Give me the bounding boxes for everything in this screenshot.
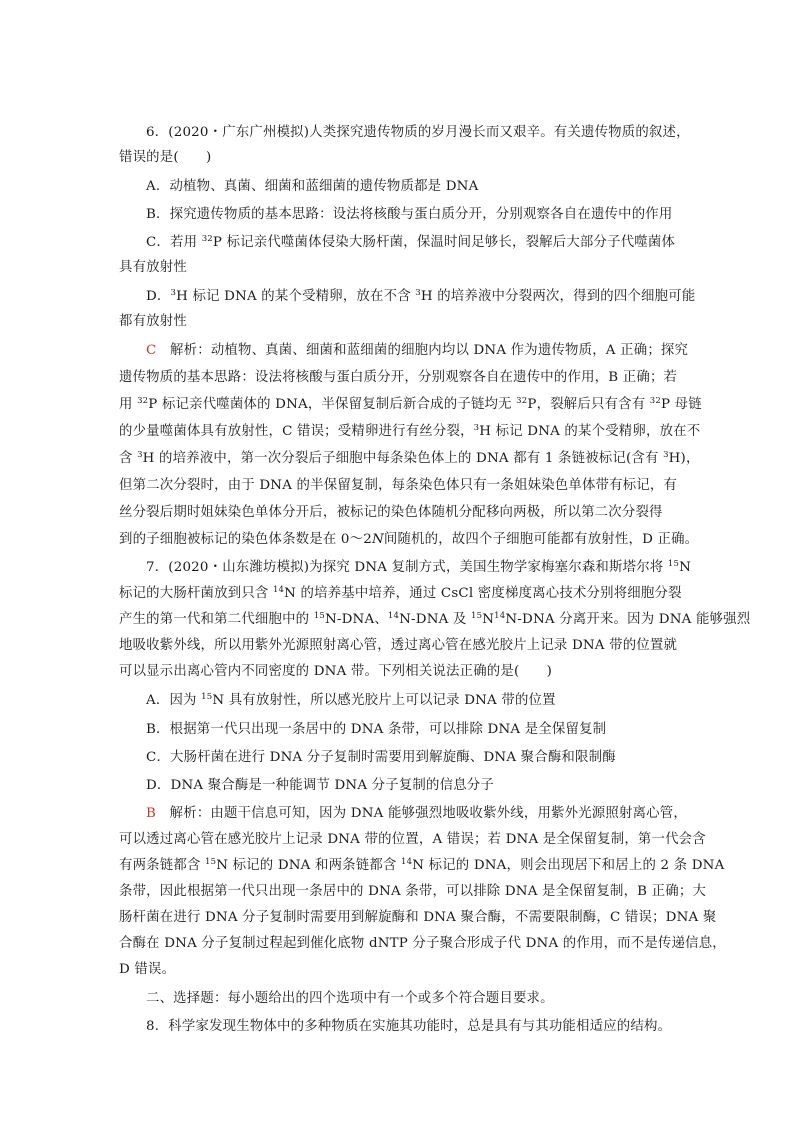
q6-option-d: D．$^3$H 标记 DNA 的某个受精卵，放在不含 $^3$H 的培养液中分裂两次，得到的四个细胞可能: [146, 288, 696, 304]
q6-explanation-line-3: 用 $^{32}$P 标记亲代噬菌体的 DNA，半保留复制后新合成的子链均无 $^{32}$P，裂解后只有含有 $^{32}$P 母链: [119, 396, 702, 412]
q7-explanation-line-4: 条带，因此根据第一代只出现一条居中的 DNA 条带，可以排除 DNA 是全保留复制，B 正确；大: [119, 884, 707, 899]
q7-explanation-line-1: B 解析：由题干信息可知，因为 DNA 能够强烈地吸收紫外线，用紫外光源照射离心管，: [146, 806, 687, 821]
q6-option-c: C．若用 $^{32}$P 标记亲代噬菌体侵染大肠杆菌，保温时间足够长，裂解后大部分子代噬菌体: [146, 234, 676, 250]
q6-option-a: A．动植物、真菌、细菌和蓝细菌的遗传物质都是 DNA: [146, 179, 479, 194]
q8-stem-line-1: 8．科学家发现生物体中的多种物质在实施其功能时，总是具有与其功能相适应的结构。: [146, 1019, 672, 1034]
q7-option-b: B．根据第一代只出现一条居中的 DNA 条带，可以排除 DNA 是全保留复制: [146, 722, 607, 737]
q7-option-d: D．DNA 聚合酶是一种能调节 DNA 分子复制的信息分子: [146, 778, 494, 793]
q7-explanation-line-7: D 错误。: [119, 962, 176, 977]
q6-explanation-line-8: 到的子细胞被标记的染色体条数是在 0～2N间随机的，故四个子细胞可能都有放射性，D 正确。: [119, 532, 699, 547]
q6-option-d-cont: 都有放射性: [119, 314, 187, 329]
q7-stem-line-2: 标记的大肠杆菌放到只含 $^{14}$N 的培养基中培养，通过 CsCl 密度梯度离心技术分别将细胞分裂: [119, 585, 682, 601]
q6-explanation-line-7: 丝分裂后期时姐妹染色单体分开后，被标记的染色体随机分配移向两极，所以第二次分裂得: [119, 505, 663, 520]
q7-option-c: C．大肠杆菌在进行 DNA 分子复制时需要用到解旋酶、DNA 聚合酶和限制酶: [146, 750, 616, 765]
q7-stem-line-1: 7．(2020・山东潍坊模拟)为探究 DNA 复制方式，美国生物学家梅塞尔森和斯塔尔将 $^{15}$N: [146, 559, 691, 575]
q7-explanation-line-5: 肠杆菌在进行 DNA 分子复制时需要用到解旋酶和 DNA 聚合酶，不需要限制酶，C 错误；DNA 聚: [119, 910, 717, 925]
q7-stem-line-4: 地吸收紫外线，所以用紫外光源照射离心管，透过离心管在感光胶片上记录 DNA 带的位置就: [119, 638, 678, 653]
q6-stem-line-1: 6．(2020・广东广州模拟)人类探究遗传物质的岁月漫长而又艰辛。有关遗传物质的叙述，: [146, 125, 690, 140]
q7-option-a: A．因为 $^{15}$N 具有放射性，所以感光胶片上可以记录 DNA 带的位置: [146, 692, 556, 708]
q6-option-c-cont: 具有放射性: [119, 260, 187, 275]
q7-explanation-line-6: 合酶在 DNA 分子复制过程起到催化底物 dNTP 分子聚合形成子代 DNA 的作用，而不是传递信息，: [119, 936, 726, 951]
q6-explanation-line-5: 含 $^3$H 的培养液中，第一次分裂后子细胞中每条染色体上的 DNA 都有 1 条链被标记(含有 $^3$H)，: [119, 450, 700, 466]
q6-explanation-line-6: 但第二次分裂时，由于 DNA 的半保留复制，每条染色体只有一条姐妹染色单体带有标记，有: [119, 478, 678, 493]
q6-explanation-line-4: 的少量噬菌体具有放射性，C 错误；受精卵进行有丝分裂，$^3$H 标记 DNA 的某个受精卵，放在不: [119, 423, 701, 439]
q6-explanation-line-2: 遗传物质的基本思路：设法将核酸与蛋白质分开，分别观察各自在遗传中的作用，B 正确；若: [119, 370, 678, 385]
q7-stem-line-3: 产生的第一代和第二代细胞中的 $^{15}$N-DNA、$^{14}$N-DNA 及 $^{15}N^{14}N$-DNA 分离开来。因为 DNA 能够强烈: [119, 611, 751, 627]
section-heading: 二、选择题：每小题给出的四个选项中有一个或多个符合题目要求。: [146, 991, 554, 1006]
q6-option-b: B．探究遗传物质的基本思路：设法将核酸与蛋白质分开，分别观察各自在遗传中的作用: [146, 207, 673, 222]
q7-explanation-line-2: 可以透过离心管在感光胶片上记录 DNA 带的位置，A 错误；若 DNA 是全保留复制，第一代会含: [119, 832, 706, 847]
q6-stem-line-2: 错误的是( ): [119, 150, 212, 165]
q7-answer: B: [146, 806, 157, 821]
q6-explanation-line-1: C 解析：动植物、真菌、细菌和蓝细菌的细胞内均以 DNA 作为遗传物质，A 正确；探究: [146, 343, 689, 358]
q6-answer: C: [146, 343, 157, 358]
q7-stem-line-5: 可以显示出离心管内不同密度的 DNA 带。下列相关说法正确的是( ): [119, 664, 553, 679]
q7-explanation-line-3: 有两条链都含 $^{15}$N 标记的 DNA 和两条链都含 $^{14}$N 标记的 DNA，则会出现居下和居上的 2 条 DNA: [119, 857, 725, 873]
